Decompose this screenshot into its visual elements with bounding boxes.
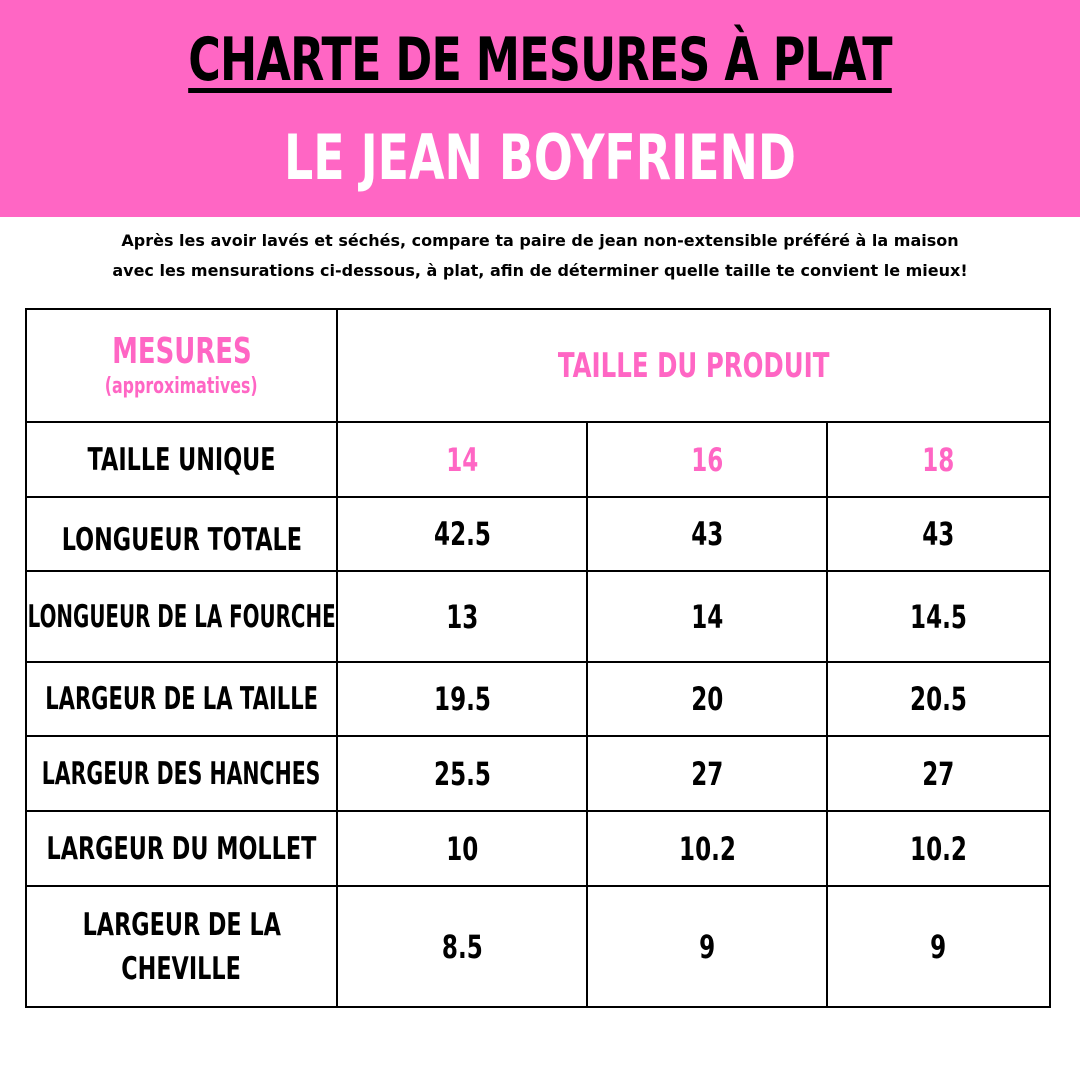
size-row-label: [27, 423, 336, 496]
cell-value: 43: [922, 515, 955, 553]
table-cell: [828, 498, 1049, 570]
size-chart-table: [25, 308, 1051, 1008]
table-cell: [588, 887, 826, 1006]
row-label-text: LONGUEUR TOTALE: [61, 522, 302, 558]
table-cell: [588, 663, 826, 735]
row-label-text: CHEVILLE: [121, 950, 242, 987]
cell-value: 9: [930, 927, 947, 966]
row-label-text: LARGEUR DE LA: [82, 906, 281, 943]
cell-value: 20.5: [910, 680, 967, 718]
table-cell: [828, 812, 1049, 885]
row-label-ankle-width: [27, 887, 336, 1006]
cell-value: 27: [922, 754, 955, 793]
size-18-header: [828, 423, 1049, 496]
cell-value: 10.2: [910, 829, 967, 868]
table-cell: [338, 887, 586, 1006]
table-cell: [828, 887, 1049, 1006]
row-label-text: LARGEUR DE LA TAILLE: [45, 681, 318, 717]
row-label-total-length: [27, 498, 336, 570]
row-label-text: LARGEUR DES HANCHES: [42, 755, 321, 792]
size-value: 14: [445, 440, 479, 479]
cell-value: 20: [690, 680, 724, 718]
table-cell: [338, 812, 586, 885]
row-label-waist-width: [27, 663, 336, 735]
size-value: 18: [922, 440, 955, 479]
row-label-text: LONGUEUR DE LA FOURCHE: [27, 598, 336, 635]
table-cell: [828, 572, 1049, 661]
product-name: LE JEAN BOYFRIEND: [284, 121, 796, 194]
table-cell: [588, 737, 826, 810]
size-row-label-text: TAILLE UNIQUE: [87, 441, 276, 478]
cell-value: 19.5: [433, 680, 491, 718]
table-cell: [588, 812, 826, 885]
cell-value: 9: [698, 927, 716, 966]
row-label-hip-width: [27, 737, 336, 810]
intro-line-1: Après les avoir lavés et séchés, compare ta paire de jean non-extensible préféré à la maison: [121, 231, 959, 250]
corner-header: [27, 310, 336, 421]
cell-value: 10.2: [678, 829, 736, 868]
cell-value: 43: [690, 515, 724, 553]
header-banner: [0, 0, 1080, 217]
intro-text: [20, 226, 1060, 286]
page-title: CHARTE DE MESURES À PLAT: [188, 25, 892, 95]
cell-value: 27: [690, 754, 724, 793]
table-cell: [588, 572, 826, 661]
cell-value: 13: [445, 597, 479, 636]
cell-value: 10: [445, 829, 479, 868]
size-16-header: [588, 423, 826, 496]
row-label-calf-width: [27, 812, 336, 885]
table-cell: [338, 572, 586, 661]
table-cell: [588, 498, 826, 570]
cell-value: 25.5: [433, 754, 491, 793]
cell-value: 42.5: [433, 515, 491, 553]
row-label-text: LARGEUR DU MOLLET: [46, 830, 317, 867]
cell-value: 14: [690, 597, 724, 636]
product-size-heading: TAILLE DU PRODUIT: [557, 345, 830, 386]
table-cell: [338, 737, 586, 810]
cell-value: 8.5: [441, 927, 483, 966]
table-cell: [828, 737, 1049, 810]
cell-value: 14.5: [910, 597, 967, 636]
intro-line-2: avec les mensurations ci-dessous, à plat, afin de déterminer quelle taille te convient le mieux!: [112, 261, 968, 280]
size-14-header: [338, 423, 586, 496]
size-value: 16: [690, 440, 724, 479]
table-cell: [338, 663, 586, 735]
measures-note: (approximatives): [105, 373, 258, 399]
table-cell: [338, 498, 586, 570]
product-size-header: [338, 310, 1049, 421]
measures-heading: MESURES: [111, 330, 252, 372]
row-label-crotch-length: [27, 572, 336, 661]
table-cell: [828, 663, 1049, 735]
